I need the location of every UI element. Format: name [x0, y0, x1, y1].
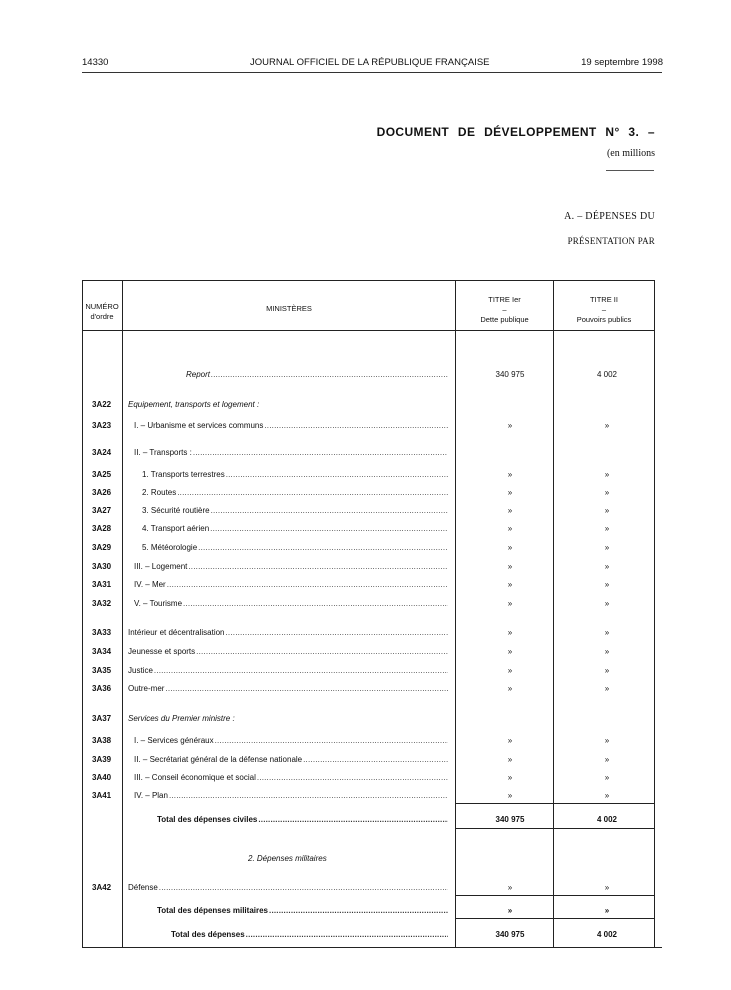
- table-row: [82, 506, 654, 518]
- col-header-titre1: [456, 295, 553, 325]
- row-value-titre1: »: [507, 599, 513, 608]
- row-label-text: 1. Transports terrestres: [142, 470, 225, 479]
- row-label: [128, 666, 448, 675]
- table-row: [82, 684, 654, 696]
- col-header-titre2-dash: –: [601, 305, 607, 314]
- row-value-titre2: »: [604, 791, 610, 800]
- table-row: [82, 400, 654, 412]
- table-row: [82, 628, 654, 640]
- row-label: [142, 524, 448, 533]
- row-value-titre2: »: [604, 883, 610, 892]
- row-code: 3A36: [92, 684, 112, 693]
- col-header-titre2-label: TITRE II: [590, 295, 618, 304]
- row-code: 3A26: [92, 488, 112, 497]
- row-value-titre2: »: [604, 906, 610, 915]
- row-label-text: III. – Conseil économique et social: [134, 773, 256, 782]
- row-value-titre2: 4 002: [596, 815, 618, 824]
- row-value-titre1: »: [507, 755, 513, 764]
- col-header-titre1-dash: –: [502, 305, 507, 314]
- table-row: [82, 370, 654, 382]
- header-rule: [82, 72, 662, 73]
- row-value-titre1: »: [507, 666, 513, 675]
- row-label: [134, 421, 448, 430]
- col-header-titre1-label: TITRE Ier: [488, 295, 521, 304]
- row-code: 3A29: [92, 543, 112, 552]
- table-row: [82, 562, 654, 574]
- row-value-titre2: »: [604, 506, 610, 515]
- row-code: 3A31: [92, 580, 112, 589]
- row-code: 3A34: [92, 647, 112, 656]
- row-label-text: I. – Urbanisme et services communs: [134, 421, 264, 430]
- table-row: [82, 647, 654, 659]
- row-value-titre1: »: [507, 506, 513, 515]
- table-row: [82, 488, 654, 500]
- civil-total-bottom-rule: [455, 828, 654, 829]
- table-right-rule: [654, 280, 655, 948]
- row-label-text: 5. Météorologie: [142, 543, 198, 552]
- row-label: [142, 506, 448, 515]
- row-label: [186, 370, 448, 379]
- row-code: 3A38: [92, 736, 112, 745]
- row-code: 3A40: [92, 773, 112, 782]
- row-value-titre2: »: [604, 470, 610, 479]
- row-code: 3A42: [92, 883, 112, 892]
- row-label: [134, 755, 448, 764]
- table-row: [82, 580, 654, 592]
- row-label: [128, 400, 448, 409]
- military-total-top-rule: [455, 895, 654, 896]
- table-row: [82, 815, 654, 827]
- row-value-titre1: »: [507, 628, 513, 637]
- row-value-titre2: »: [604, 580, 610, 589]
- table-row: [82, 854, 654, 866]
- row-label: [128, 714, 448, 723]
- row-value-titre1: »: [507, 883, 513, 892]
- row-value-titre2: 4 002: [596, 930, 618, 939]
- page-number: 14330: [82, 57, 109, 68]
- row-value-titre2: »: [604, 543, 610, 552]
- row-value-titre1: »: [507, 543, 513, 552]
- row-value-titre2: »: [604, 421, 610, 430]
- journal-title: JOURNAL OFFICIEL DE LA RÉPUBLIQUE FRANÇAISE: [250, 57, 490, 68]
- col-header-titre2: [554, 295, 654, 325]
- row-code: 3A39: [92, 755, 112, 764]
- row-label: [134, 773, 448, 782]
- presentation-heading: PRÉSENTATION PAR: [567, 236, 655, 246]
- row-label-text: Services du Premier ministre :: [128, 714, 235, 723]
- row-label-text: Total des dépenses militaires: [157, 906, 269, 915]
- row-label-text: Défense: [128, 883, 158, 892]
- row-code: 3A22: [92, 400, 112, 409]
- col-header-titre1-sub: Dette publique: [480, 315, 529, 324]
- table-row: [82, 599, 654, 611]
- row-label-text: 2. Routes: [142, 488, 177, 497]
- table-row: [82, 930, 654, 942]
- row-code: 3A35: [92, 666, 112, 675]
- row-code: 3A41: [92, 791, 112, 800]
- row-value-titre2: »: [604, 628, 610, 637]
- row-label: [142, 470, 448, 479]
- row-value-titre1: »: [507, 791, 513, 800]
- row-label-text: III. – Logement: [134, 562, 188, 571]
- row-label-text: Report: [186, 370, 211, 379]
- row-code: 3A24: [92, 448, 112, 457]
- row-label-text: I. – Services généraux: [134, 736, 214, 745]
- document-title: DOCUMENT DE DÉVELOPPEMENT N° 3. –: [376, 125, 655, 139]
- row-code: 3A25: [92, 470, 112, 479]
- row-label: [128, 647, 448, 656]
- section-a-heading: A. – DÉPENSES DU: [564, 211, 655, 222]
- table-row: [82, 448, 654, 460]
- row-label: [157, 906, 448, 915]
- row-value-titre1: »: [507, 524, 513, 533]
- table-row: [82, 524, 654, 536]
- row-value-titre2: »: [604, 773, 610, 782]
- military-total-bottom-rule: [455, 918, 654, 919]
- row-label: [134, 736, 448, 745]
- row-label: [128, 883, 448, 892]
- table-row: [82, 714, 654, 726]
- table-row: [82, 906, 654, 918]
- table-row: [82, 755, 654, 767]
- row-label-text: 3. Sécurité routière: [142, 506, 210, 515]
- table-row: [82, 791, 654, 803]
- row-label-text: Total des dépenses civiles: [157, 815, 258, 824]
- row-value-titre1: »: [507, 684, 513, 693]
- unit-note-rule: [606, 170, 654, 171]
- row-value-titre2: »: [604, 684, 610, 693]
- row-label-text: Intérieur et décentralisation: [128, 628, 225, 637]
- table-row: [82, 883, 654, 895]
- table-row: [82, 773, 654, 785]
- col-header-ministeres: MINISTÈRES: [266, 304, 312, 313]
- row-value-titre1: »: [507, 488, 513, 497]
- row-label: [134, 791, 448, 800]
- unit-note: (en millions: [606, 148, 655, 159]
- row-value-titre1: 340 975: [495, 930, 525, 939]
- row-label: [142, 488, 448, 497]
- row-code: 3A28: [92, 524, 112, 533]
- publication-date: 19 septembre 1998: [581, 57, 663, 68]
- row-label: [134, 580, 448, 589]
- col-header-numero-sub: d'ordre: [90, 312, 114, 321]
- row-label-text: 2. Dépenses militaires: [248, 854, 327, 863]
- row-value-titre1: »: [507, 736, 513, 745]
- row-label-text: Outre-mer: [128, 684, 165, 693]
- row-value-titre1: »: [507, 773, 513, 782]
- row-value-titre1: »: [507, 470, 513, 479]
- table-row: [82, 666, 654, 678]
- table-row: [82, 421, 654, 433]
- row-value-titre1: »: [507, 647, 513, 656]
- row-label-text: 4. Transport aérien: [142, 524, 210, 533]
- row-label: [128, 684, 448, 693]
- row-value-titre2: »: [604, 524, 610, 533]
- row-label: [142, 543, 448, 552]
- row-code: 3A30: [92, 562, 112, 571]
- civil-total-top-rule: [455, 803, 654, 804]
- row-label: [248, 854, 448, 863]
- row-value-titre2: »: [604, 599, 610, 608]
- row-value-titre1: »: [507, 580, 513, 589]
- row-value-titre1: 340 975: [495, 815, 525, 824]
- table-row: [82, 470, 654, 482]
- table-row: [82, 543, 654, 555]
- row-value-titre2: »: [604, 736, 610, 745]
- row-code: 3A37: [92, 714, 112, 723]
- row-label-text: II. – Secrétariat général de la défense nationale: [134, 755, 303, 764]
- row-label: [171, 930, 448, 939]
- row-label-text: V. – Tourisme: [134, 599, 183, 608]
- row-label: [134, 562, 448, 571]
- table-row: [82, 736, 654, 748]
- row-value-titre1: »: [507, 906, 513, 915]
- row-value-titre2: »: [604, 647, 610, 656]
- row-label-text: Equipement, transports et logement :: [128, 400, 260, 409]
- row-value-titre1: »: [507, 421, 513, 430]
- row-label: [134, 599, 448, 608]
- table-bottom-rule: [82, 947, 662, 948]
- row-label-text: Total des dépenses: [171, 930, 245, 939]
- row-value-titre2: 4 002: [596, 370, 618, 379]
- table-top-rule: [82, 280, 654, 281]
- row-code: 3A23: [92, 421, 112, 430]
- row-value-titre2: »: [604, 755, 610, 764]
- row-label-text: II. – Transports :: [134, 448, 192, 457]
- row-code: 3A33: [92, 628, 112, 637]
- col-header-titre2-sub: Pouvoirs publics: [576, 315, 632, 324]
- row-value-titre1: »: [507, 562, 513, 571]
- row-label: [128, 628, 448, 637]
- row-value-titre2: »: [604, 562, 610, 571]
- header-bottom-rule: [82, 330, 654, 331]
- col-header-numero: [83, 302, 121, 322]
- col-header-numero-label: NUMÉRO: [85, 302, 119, 311]
- row-value-titre1: 340 975: [495, 370, 525, 379]
- row-label-text: IV. – Plan: [134, 791, 168, 800]
- row-code: 3A32: [92, 599, 112, 608]
- row-label: [157, 815, 448, 824]
- row-label-text: Jeunesse et sports: [128, 647, 196, 656]
- row-code: 3A27: [92, 506, 112, 515]
- row-label-text: Justice: [128, 666, 153, 675]
- row-label-text: IV. – Mer: [134, 580, 166, 589]
- row-label: [134, 448, 448, 457]
- row-value-titre2: »: [604, 666, 610, 675]
- row-value-titre2: »: [604, 488, 610, 497]
